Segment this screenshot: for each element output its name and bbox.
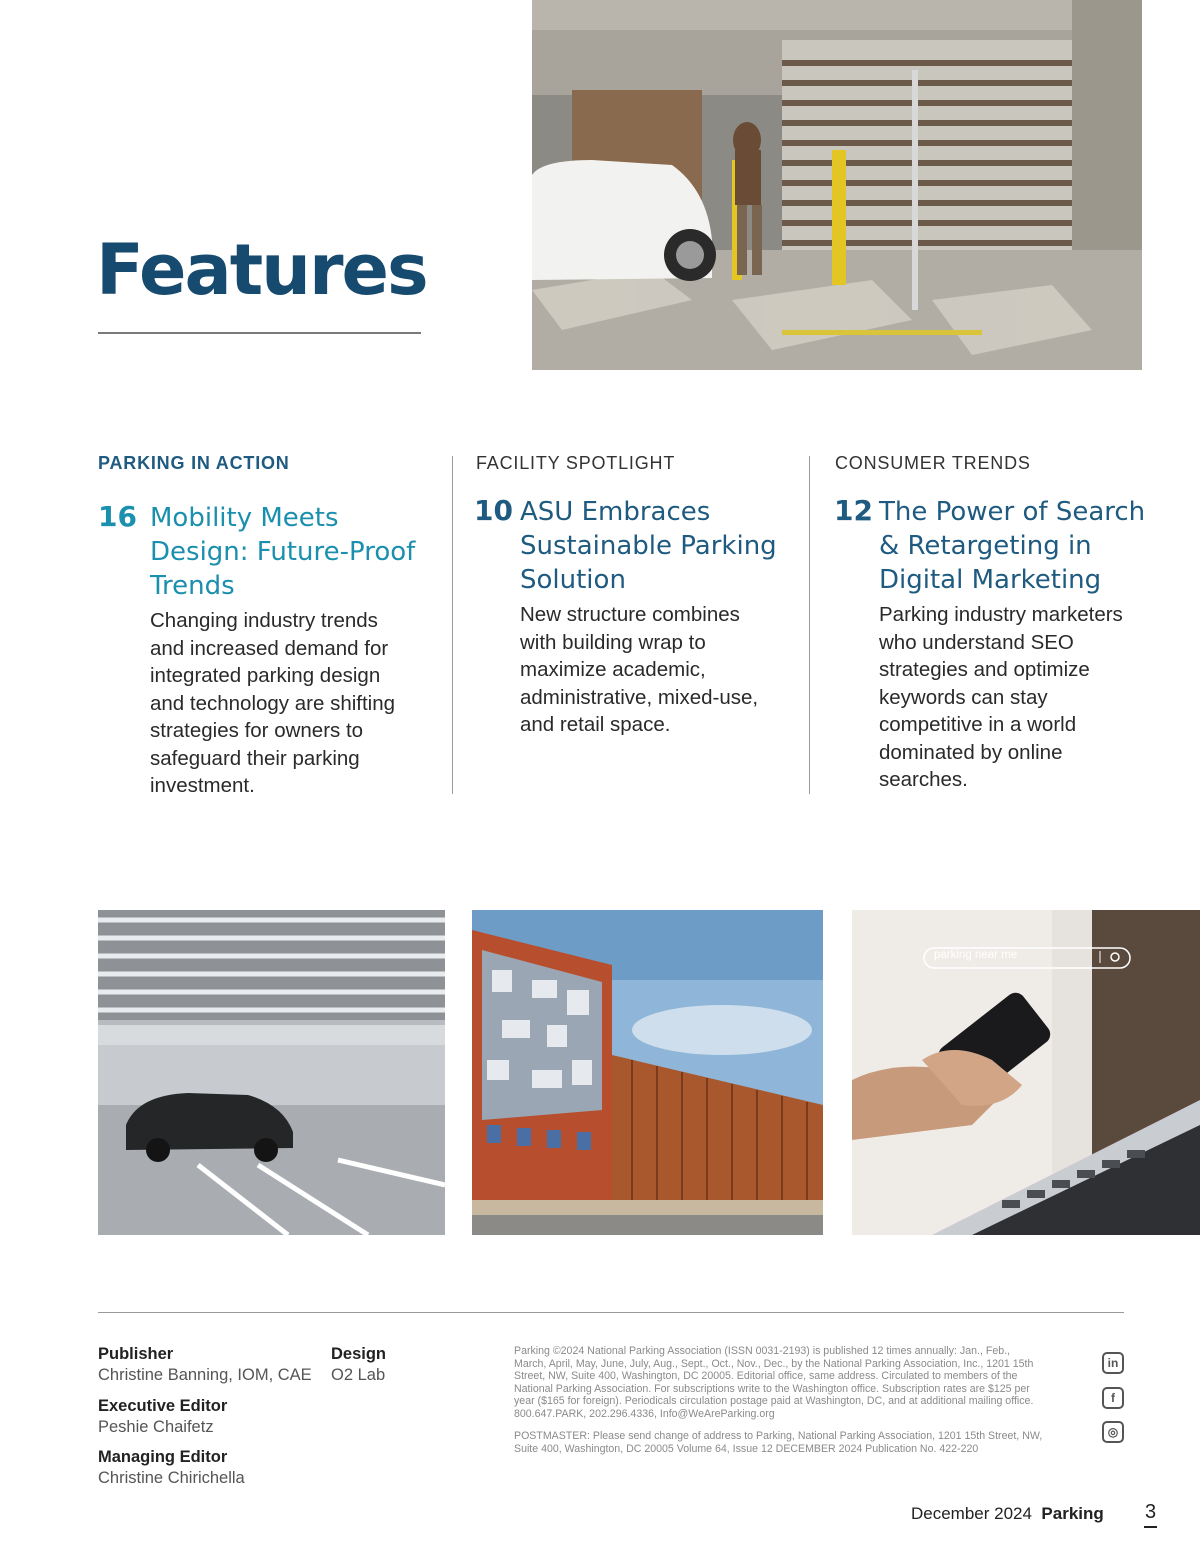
summary-line: competitive in a world [879,713,1077,736]
summary-line: dominated by online [879,740,1063,764]
managing-editor-label: Managing Editor [98,1448,228,1466]
summary-line: who understand SEO [879,630,1074,654]
page-number-ref: 12 [834,494,873,527]
page-number-ref: 16 [98,500,137,533]
article-headline[interactable] [520,495,805,597]
headline-line: The Power of Search [879,497,1146,527]
article-summary [879,601,1169,794]
parking-garage-car-photo [98,910,445,1235]
folio [911,1504,1104,1524]
facebook-icon[interactable]: f [1102,1387,1124,1409]
asu-building-photo [472,910,823,1235]
instagram-icon[interactable]: ◎ [1102,1421,1124,1443]
article-summary [150,607,440,800]
headline-line: Sustainable Parking [520,531,777,561]
issue-date: December 2024 [911,1504,1032,1523]
ev-charging-garage-photo [532,0,1142,370]
legal-line: year ($165 for foreign). Periodicals circulation postage paid at Washington, DC, and at additional mailing office. [514,1395,1034,1408]
page-title: Features [96,229,427,311]
design-label: Design [331,1345,387,1363]
publisher-label: Publisher [98,1345,174,1363]
search-overlay-text: parking near me [934,949,1018,961]
footer-divider [98,1312,1124,1313]
page-number: 3 [1145,1501,1157,1523]
legal-line: Street, NW, Suite 400, Washington, DC 20005. Editorial office, same address. Circulated to members of the [514,1370,1018,1383]
summary-line: with building wrap to [520,630,706,654]
managing-editor-name: Christine Chirichella [98,1469,245,1487]
phone-laptop-search-photo [852,910,1200,1235]
linkedin-icon[interactable]: in [1102,1352,1124,1374]
section-kicker-parking-in-action: PARKING IN ACTION [98,453,290,473]
article-headline[interactable] [879,495,1169,597]
summary-line: maximize academic, [520,658,706,681]
page-number-ref: 10 [474,494,513,527]
summary-line: Parking industry marketers [879,603,1123,626]
summary-line: New structure combines [520,603,740,626]
headline-line: ASU Embraces [520,497,711,527]
summary-line: searches. [879,768,968,791]
summary-line: investment. [150,774,255,797]
headline-line: Mobility Meets [150,503,339,533]
headline-line: Solution [520,565,626,595]
magazine-name: Parking [1041,1504,1104,1523]
headline-line: Design: Future-Proof [150,537,416,567]
legal-line: National Parking Association. For subscriptions write to the Washington office. Subscription rates are $125 per [514,1382,1030,1395]
summary-line: and increased demand for [150,636,389,660]
legal-line: 800.647.PARK, 202.296.4336, Info@WeAreParking.org [514,1407,775,1420]
legal-line: March, April, May, June, July, Aug., Sept., Oct., Nov., Dec., by the National Parking Association, Inc., 1201 15th [514,1357,1034,1370]
headline-line: & Retargeting in [879,531,1092,561]
publisher-name: Christine Banning, IOM, CAE [98,1366,312,1384]
legal-line: Suite 400, Washington, DC 20005 Volume 64, Issue 12 DECEMBER 2024 Publication No. 422-220 [514,1442,979,1455]
headline-line: Digital Marketing [879,565,1102,595]
executive-editor-name: Peshie Chaifetz [98,1418,214,1436]
article-summary [520,601,805,739]
summary-line: and technology are shifting [150,691,396,715]
column-divider [809,456,810,794]
headline-line: Trends [150,571,235,601]
summary-line: and retail space. [520,713,671,736]
summary-line: strategies for owners to [150,719,364,742]
design-name: O2 Lab [331,1366,386,1384]
page-number-underline [1144,1526,1157,1528]
publication-legal-notice [514,1345,1084,1421]
summary-line: administrative, mixed-use, [520,685,759,709]
column-divider [452,456,453,794]
summary-line: strategies and optimize [879,658,1090,681]
section-kicker-facility-spotlight: FACILITY SPOTLIGHT [476,453,676,473]
article-headline[interactable] [150,501,440,603]
postmaster-notice [514,1430,1084,1455]
legal-line: Parking ©2024 National Parking Association (ISSN 0031-2193) is published 12 times annually: Jan., Feb., [514,1345,1010,1357]
section-kicker-consumer-trends: CONSUMER TRENDS [835,453,1031,473]
legal-line: POSTMASTER: Please send change of address to Parking, National Parking Association, 1201 15th Street, NW, [514,1430,1043,1442]
summary-line: safeguard their parking [150,746,360,770]
summary-line: keywords can stay [879,685,1048,709]
summary-line: Changing industry trends [150,609,378,632]
executive-editor-label: Executive Editor [98,1397,228,1415]
summary-line: integrated parking design [150,664,381,687]
title-divider [98,332,421,334]
